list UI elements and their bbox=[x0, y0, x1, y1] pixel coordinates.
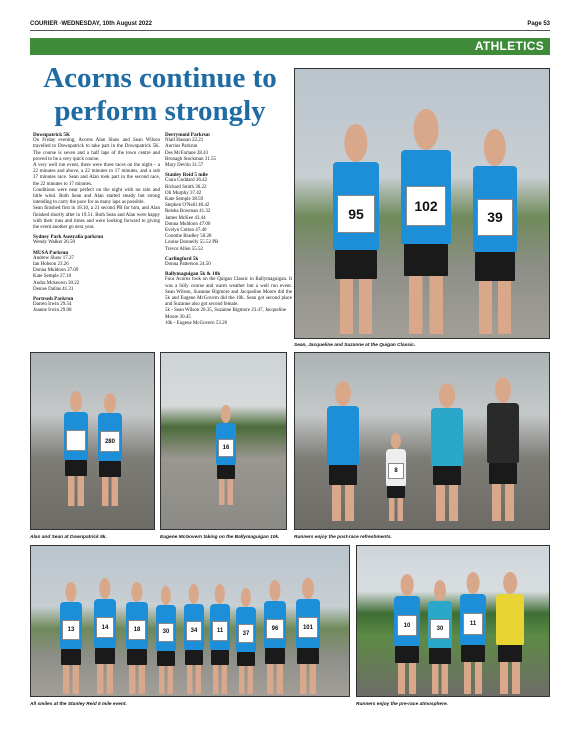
article-column-2 bbox=[165, 132, 292, 327]
runner-figure bbox=[391, 574, 423, 694]
result-line: Joanne Irwin 29.08 bbox=[33, 308, 72, 314]
result-line: Wendy Walker 26.50 bbox=[33, 240, 76, 246]
runner-figure bbox=[395, 109, 457, 334]
result-line: Mary Devlin 31.57 bbox=[165, 163, 204, 169]
runner-figure bbox=[233, 588, 259, 694]
runner-figure bbox=[91, 578, 119, 694]
runner-figure bbox=[327, 124, 385, 334]
runner-figure bbox=[181, 584, 207, 694]
result-line: Donna Muldoon 27.09 bbox=[33, 268, 79, 274]
result-line: Coombe Bradley 50.28 bbox=[165, 234, 212, 240]
subhead-downpatrick: Downpatrick 5K bbox=[33, 132, 71, 138]
photo-refreshments bbox=[294, 352, 550, 530]
race-bib: 95 bbox=[337, 195, 374, 233]
subhead-stanley-reid: Stanley Reid 5 mile bbox=[165, 172, 208, 179]
race-bib: 280 bbox=[100, 431, 119, 451]
race-bib: 13 bbox=[62, 620, 80, 640]
runner-figure bbox=[323, 381, 363, 521]
result-line: Kate Semple 38.59 bbox=[165, 197, 204, 203]
section-bar bbox=[30, 38, 550, 55]
section-title: ATHLETICS bbox=[474, 39, 544, 53]
runner-figure bbox=[261, 580, 289, 694]
result-line: 5k - Sean Wilson 20.35, Suzanne Bigmore 23.47, Jacqueline Moore 30.45 bbox=[165, 308, 287, 320]
race-bib: 8 bbox=[388, 463, 405, 479]
result-line: Reisha Bowman 41.32 bbox=[165, 209, 211, 215]
runner-figure bbox=[493, 572, 527, 694]
runner-figure bbox=[57, 582, 85, 694]
race-bib: 16 bbox=[218, 439, 235, 457]
race-bib: 18 bbox=[128, 620, 146, 640]
result-line: Andra Mckeown 30.22 bbox=[33, 280, 80, 286]
race-bib: 34 bbox=[186, 621, 203, 641]
masthead-rule bbox=[30, 30, 550, 31]
result-line: Ciara Goddard 36.42 bbox=[165, 178, 208, 184]
photo-caption: Alan and Sean at Downpatrick 5k. bbox=[30, 535, 107, 540]
runner-figure bbox=[483, 377, 523, 521]
photo-caption: Sean, Jacqueline and Suzanne at the Quigan Classic. bbox=[294, 343, 416, 348]
subhead-sydney: Sydney Park Australia parkrun bbox=[33, 234, 104, 241]
runner-figure bbox=[457, 572, 489, 694]
runner-figure bbox=[123, 582, 151, 694]
runner-figure bbox=[425, 580, 455, 694]
result-line: Andrew Shaw 17.37 bbox=[33, 255, 74, 261]
subhead-derrymoid: Derrymoid Parkrun bbox=[165, 132, 210, 138]
result-line: Aurrios Parkrun bbox=[165, 144, 198, 150]
photo-caption: All smiles at the Stanley Reid 5 mile event. bbox=[30, 702, 127, 707]
subhead-portrush: Portrush Parkrun bbox=[33, 296, 74, 303]
result-line: Ian Hobson 23.26 bbox=[33, 262, 69, 268]
photo-caption: Eugene McGovern taking on the Ballymaguigan 10k. bbox=[160, 535, 280, 540]
paragraph: Conditions were near perfect on the night with no rain and little wind. Both Sean and Alan started steady but strong intending to carry the pace for as many laps as possible. bbox=[33, 187, 160, 206]
race-bib bbox=[66, 430, 85, 451]
photo-caption: Runners enjoy the post-race refreshments. bbox=[294, 535, 392, 540]
runner-figure bbox=[207, 584, 233, 694]
paragraph: Sean finished first in 18.10, a 21 second PB for him, and Alan finished shortly after in 19.51. Both Sean and Alan were happy with their runs and times and were looking forward to giving the event another go next year. bbox=[33, 206, 160, 231]
result-line: Louise Donnelly 55.52 PB bbox=[165, 240, 219, 246]
subhead-ballymaguigan: Ballymaguigan 5k & 10k bbox=[165, 271, 221, 278]
race-bib: 37 bbox=[238, 624, 255, 643]
photo-pre-race bbox=[356, 545, 550, 697]
result-line: Denise Dallas 41.31 bbox=[33, 286, 74, 292]
result-line: Richard Smith 36.22 bbox=[165, 184, 207, 190]
photo-downpatrick bbox=[30, 352, 155, 530]
photo-ballymaguigan bbox=[160, 352, 287, 530]
result-line: Oli Murphy 37.42 bbox=[165, 190, 202, 196]
result-line: Evelyn Cotton 47.40 bbox=[165, 228, 207, 234]
masthead bbox=[30, 19, 550, 31]
result-line: Kate Semple 27.10 bbox=[33, 274, 72, 280]
runner-figure bbox=[213, 405, 239, 505]
article-column-1 bbox=[33, 132, 160, 315]
runner-figure bbox=[61, 391, 91, 506]
result-line: Donna Patterson 24.50 bbox=[165, 262, 211, 268]
result-line: Darren Irwin 29.54 bbox=[33, 302, 72, 308]
race-bib: 30 bbox=[430, 619, 449, 640]
race-bib: 10 bbox=[397, 615, 417, 637]
result-line: Stephen O'Neill 40.42 bbox=[165, 203, 210, 209]
result-line: 10k - Eugene McGovern 53.20 bbox=[165, 320, 228, 326]
paragraph: Four Acorns took on the Quigan Classic in Ballymaguigan. It was a hilly course and warm weather but a well run event. Sean Wilson, Suzanne Bigmore and Jacqueline Moore did the 5k and Eugene McGovern did the 10k. Sean got second place and Suzanne also got second female. bbox=[165, 277, 292, 308]
photo-caption: Runners enjoy the pre-race atmosphere. bbox=[356, 702, 448, 707]
paragraph: A very well run event, there were three races on the night – a 22 minutes and above, a 22 minutes to 17 minutes, and a sub 17 minutes race. Sean and Alan took part in the second race, the 22 minutes to 17 minutes. bbox=[33, 163, 160, 187]
race-bib: 14 bbox=[96, 617, 114, 638]
race-bib: 39 bbox=[477, 199, 513, 236]
result-line: Bronagh Stockman 31.55 bbox=[165, 156, 216, 162]
photo-quigan-classic bbox=[294, 68, 550, 339]
photo-stanley-reid bbox=[30, 545, 350, 697]
runner-figure bbox=[383, 433, 409, 521]
result-line: James McKee 43.44 bbox=[165, 215, 206, 221]
race-bib: 101 bbox=[298, 617, 317, 638]
masthead-date: COURIER ·WEDNESDAY, 10th August 2022 bbox=[30, 21, 152, 27]
runner-figure bbox=[467, 129, 523, 334]
race-bib: 102 bbox=[406, 186, 446, 227]
result-line: Trevor Allen 55.52 bbox=[165, 246, 204, 252]
headline: Acorns continue to perform strongly bbox=[43, 62, 277, 127]
race-bib: 11 bbox=[212, 621, 229, 641]
page-number: Page 53 bbox=[527, 21, 550, 27]
paragraph: On Friday evening, Acorns Alan Shaw and Sean Wilson travelled to Downpatrick to take part in the Downpatrick 5K. The course is seven and a half laps of the town centre and proved to be a very quick course. bbox=[33, 138, 160, 162]
race-bib: 11 bbox=[463, 613, 483, 635]
race-bib: 96 bbox=[266, 619, 284, 640]
runner-figure bbox=[293, 578, 323, 694]
runner-figure bbox=[153, 586, 179, 694]
result-line: Donna Muldoon 47.00 bbox=[165, 221, 211, 227]
result-line: Des McFarlane 28.43 bbox=[165, 150, 209, 156]
race-bib: 30 bbox=[158, 623, 175, 642]
result-line: Niall Hassan 22.21 bbox=[165, 138, 204, 144]
subhead-musa: MUSA Parkrun bbox=[33, 249, 69, 256]
runner-figure bbox=[95, 393, 125, 506]
subhead-carlingford: Carlingford 5k bbox=[165, 255, 199, 262]
runner-figure bbox=[427, 383, 467, 521]
